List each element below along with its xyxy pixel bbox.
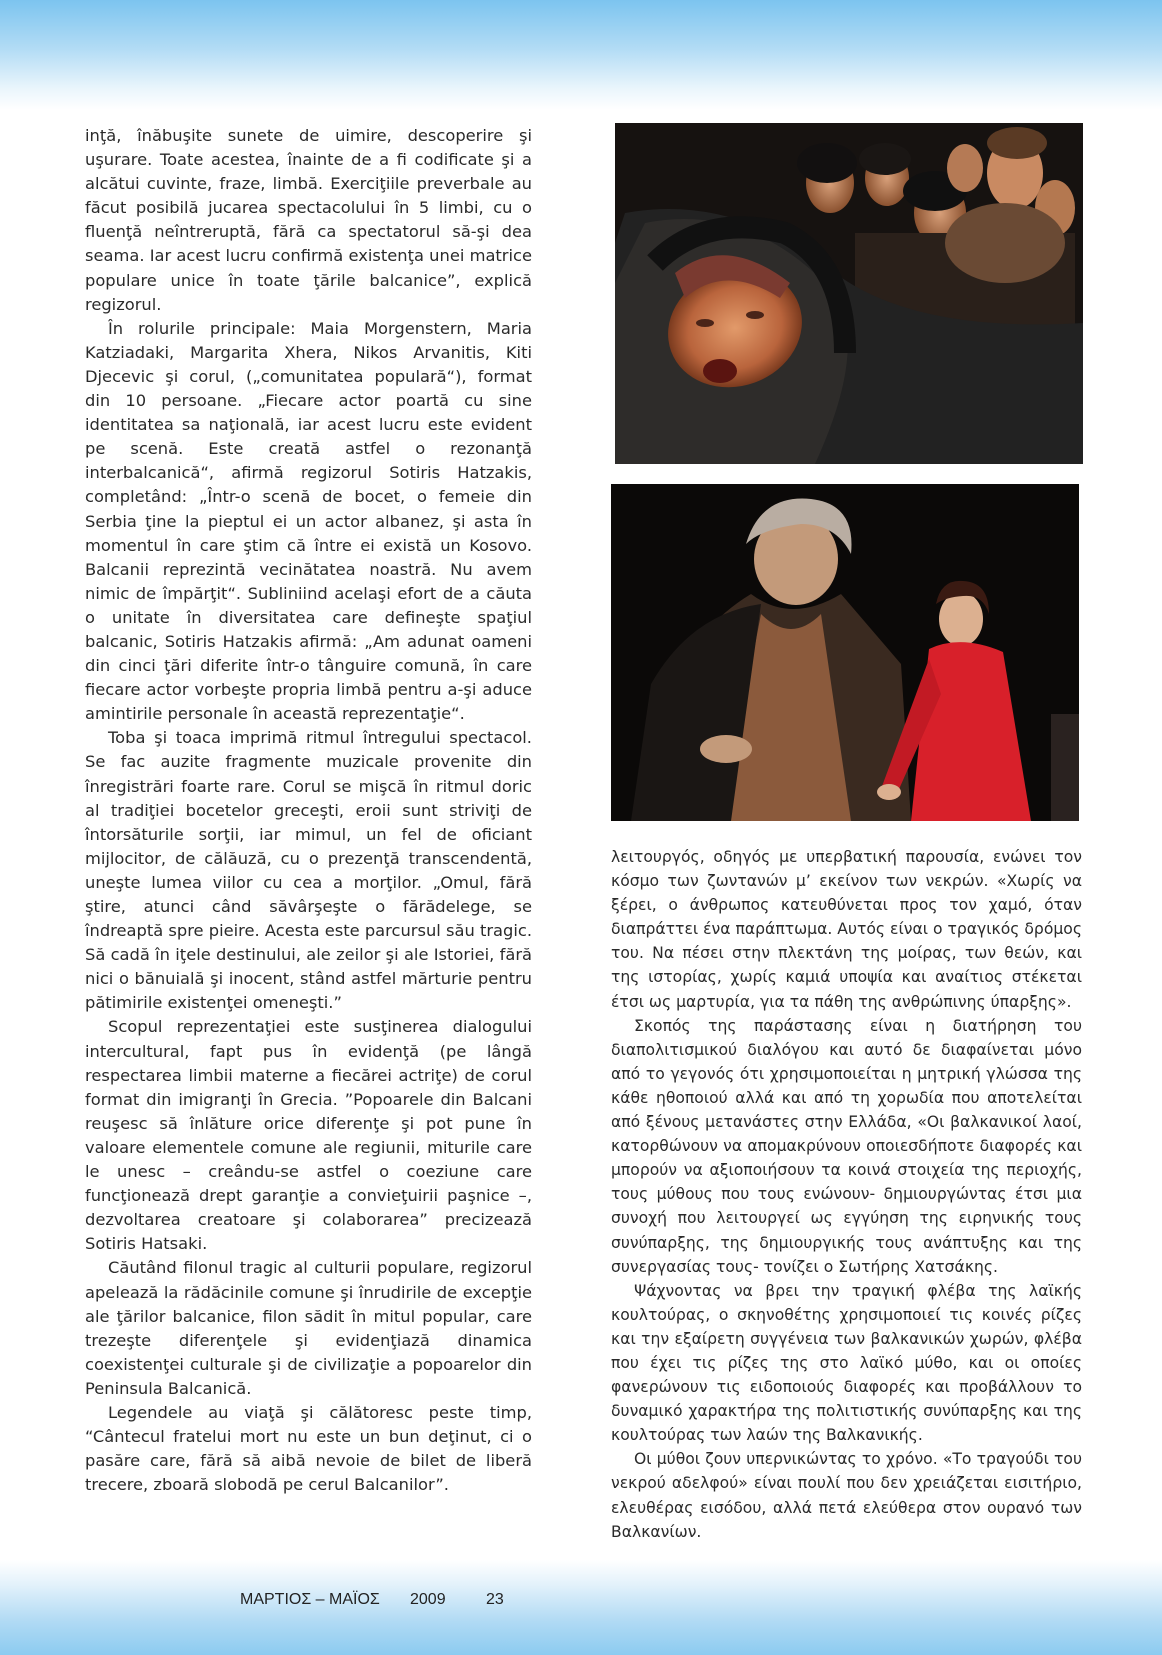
paragraph: Ψάχνοντας να βρει την τραγική φλέβα της λαϊκής κουλτούρας, ο σκηνοθέτης χρησιμοποιεί τις κοινές ρίζες και την εξαίρετη συγγένεια των βαλκανικών χωρών, φλέβα που έχει τις ρίζες της στο λαϊκό μύθο, και οι οποίες φανερώνουν τις ειδοποιούς διαφορές και προβάλλουν το δυναμικό χαρακτήρα της πολιτιστικής συνύπαρξης και της κουλτούρας των λαών της Βαλκανικής. [611, 1281, 1082, 1445]
page-number: 23 [486, 1591, 504, 1608]
paragraph: Legendele au viaţă şi călătoresc peste timp, “Cântecul fratelui mort nu este un bun deţinut, ci o pasăre care, fără să aibă nevoie de bilet de liberă trecere, zboară slobodă pe cerul Balcanilor”. [85, 1402, 532, 1495]
paragraph: Toba şi toaca imprimă ritmul întregului spectacol. Se fac auzite fragmente muzicale provenite din înregistrări foarte rare. Corul se mişcă în ritmul doric al tradiţiei bocetelor greceşti, eroii sunt striviţi de întorsăturile sorţii, iar mimul, un fel de oficiant mijlocitor, de călăuză, cu o prezenţă transcendentă, uneşte lumea viilor cu cea a morţilor. „Omul, fără ştire, atunci când săvârşeşte o fărădelege, se îndreaptă spre pieire. Acesta este parcursul său tragic. Să cadă în iţele destinului, ale zeilor şi ale Istoriei, fără nici o bănuială şi inocent, stând astfel mărturie pentru pătimirile existenţei omeneşti.” [85, 728, 532, 1013]
issue-year: 2009 [410, 1591, 446, 1608]
paragraph: Σκοπός της παράστασης είναι η διατήρηση του διαπολιτισμικού διαλόγου και αυτό δε διαφαίνεται μόνο από το γεγονός ότι χρησιμοποιείται η μητρική γλώσσα της κάθε ηθοποιού αλλά και από τη χορωδία που αποτελείται από ξένους μετανάστες στην Ελλάδα, «Οι βαλκανικοί λαοί, κατορθώνουν να απομακρύνουν οποιεσδήποτε διαφορές και μπορούν να αξιοποιήσουν τα κοινά στοιχεία της περιοχής, τους μύθους που τους ενώνουν- δημιουργώντας έτσι μια συνοχή που λειτουργεί ως εγγύηση της ειρηνικής τους συνύπαρξης, της δημιουργικής τους ανάπτυξης και της συνεργασίας τους- τονίζει ο Σωτήρης Χατσάκης. [611, 1016, 1082, 1276]
photo-old-man-and-woman-in-red [611, 484, 1079, 821]
issue-title: ΜΑΡΤΙΟΣ – ΜΑΪΟΣ [240, 1591, 380, 1608]
greek-text-column [611, 845, 1082, 1544]
page-footer [0, 1591, 1162, 1617]
paragraph: Scopul reprezentaţiei este susţinerea dialogului intercultural, fapt pus în evidenţă (pe lângă respectarea limbii materne a fiecărei actriţe) de corul format din imigranţi în Grecia. ”Popoarele din Balcani reuşesc să înlăture orice diferenţe şi pot pune în valoare elementele comune ale regiunii, miturile care le unesc – creându-se astfel o coeziune care funcţionează drept garanţie a convieţuirii paşnice –, dezvoltarea creatoare şi colaborarea” precizează Sotiris Hatsaki. [85, 1017, 532, 1254]
paragraph: inţă, înăbuşite sunete de uimire, descoperire şi uşurare. Toate acestea, înainte de a fi codificate şi a alcătui cuvinte, fraze, limbă. Exerciţiile preverbale au făcut posibilă jucarea spectacolului în 5 limbi, cu o fluenţă neîntreruptă, fără ca spectatorul să-şi dea seama. Iar acest lucru confirmă existenţa unei matrice populare unice în toate ţările balcanice”, explică regizorul. [85, 126, 532, 314]
header-gradient-band [0, 0, 1162, 110]
paragraph: Căutând filonul tragic al culturii populare, regizorul apelează la rădăcinile comune şi înrudirile de excepţie ale ţărilor balcanice, filon sădit în mitul popular, care trezeşte diferenţele şi evidenţiază dinamica coexistenţei culturale şi de civilizaţie a popoarelor din Peninsula Balcanică. [85, 1258, 532, 1398]
paragraph: Οι μύθοι ζουν υπερνικώντας το χρόνο. «Το τραγούδι του νεκρού αδελφού» είναι πουλί που δεν χρειάζεται εισιτήριο, ελευθέρας εισόδου, αλλά πετά ελεύθερα στον ουρανό των Βαλκανίων. [611, 1450, 1082, 1541]
romanian-text-column [85, 124, 532, 1497]
paragraph: λειτουργός, οδηγός με υπερβατική παρουσία, ενώνει τον κόσμο των ζωντανών μ’ εκείνον των νεκρών. «Χωρίς να ξέρει, ο άνθρωπος κατευθύνεται προς τον χαμό, όταν διαπράττει ένα παράπτωμα. Αυτός είναι ο τραγικός δρόμος του. Να πέσει στην πλεκτάνη της μοίρας, των θεών, και της ιστορίας, χωρίς καμιά υποψία και αναίτιος στέκεται έτσι ως μαρτυρία, για τα πάθη της ανθρώπινης ύπαρξης». [611, 848, 1082, 1011]
photo-mourning-woman-chorus [615, 123, 1083, 464]
paragraph: În rolurile principale: Maia Morgenstern, Maria Katziadaki, Margarita Xhera, Nikos Arvanitis, Kiti Djecevic şi corul, („comunitatea populară“), format din 10 persoane. „Fiecare actor poartă cu sine identitatea sa naţională, iar acest lucru este evident pe scenă. Este creată astfel o rezonanţă interbalcanică“, afirmă regizorul Sotiris Hatzakis, completând: „Într-o scenă de bocet, o femeie din Serbia ţine la pieptul ei un actor albanez, şi asta în momentul în care ştim că între ei există un Kosovo. Balcanii reprezintă vecinătatea noastră. Nu avem nimic de împărţit“. Subliniind acelaşi efort de a căuta o unitate în diversitatea care defineşte spaţiul balcanic, Sotiris Hatzakis afirmă: „Am adunat oameni din cinci ţări diferite într-o tânguire comună, în care fiecare actor vorbeşte propria limbă pentru a-şi aduce amintirile personale în această reprezentaţie“. [85, 318, 532, 724]
